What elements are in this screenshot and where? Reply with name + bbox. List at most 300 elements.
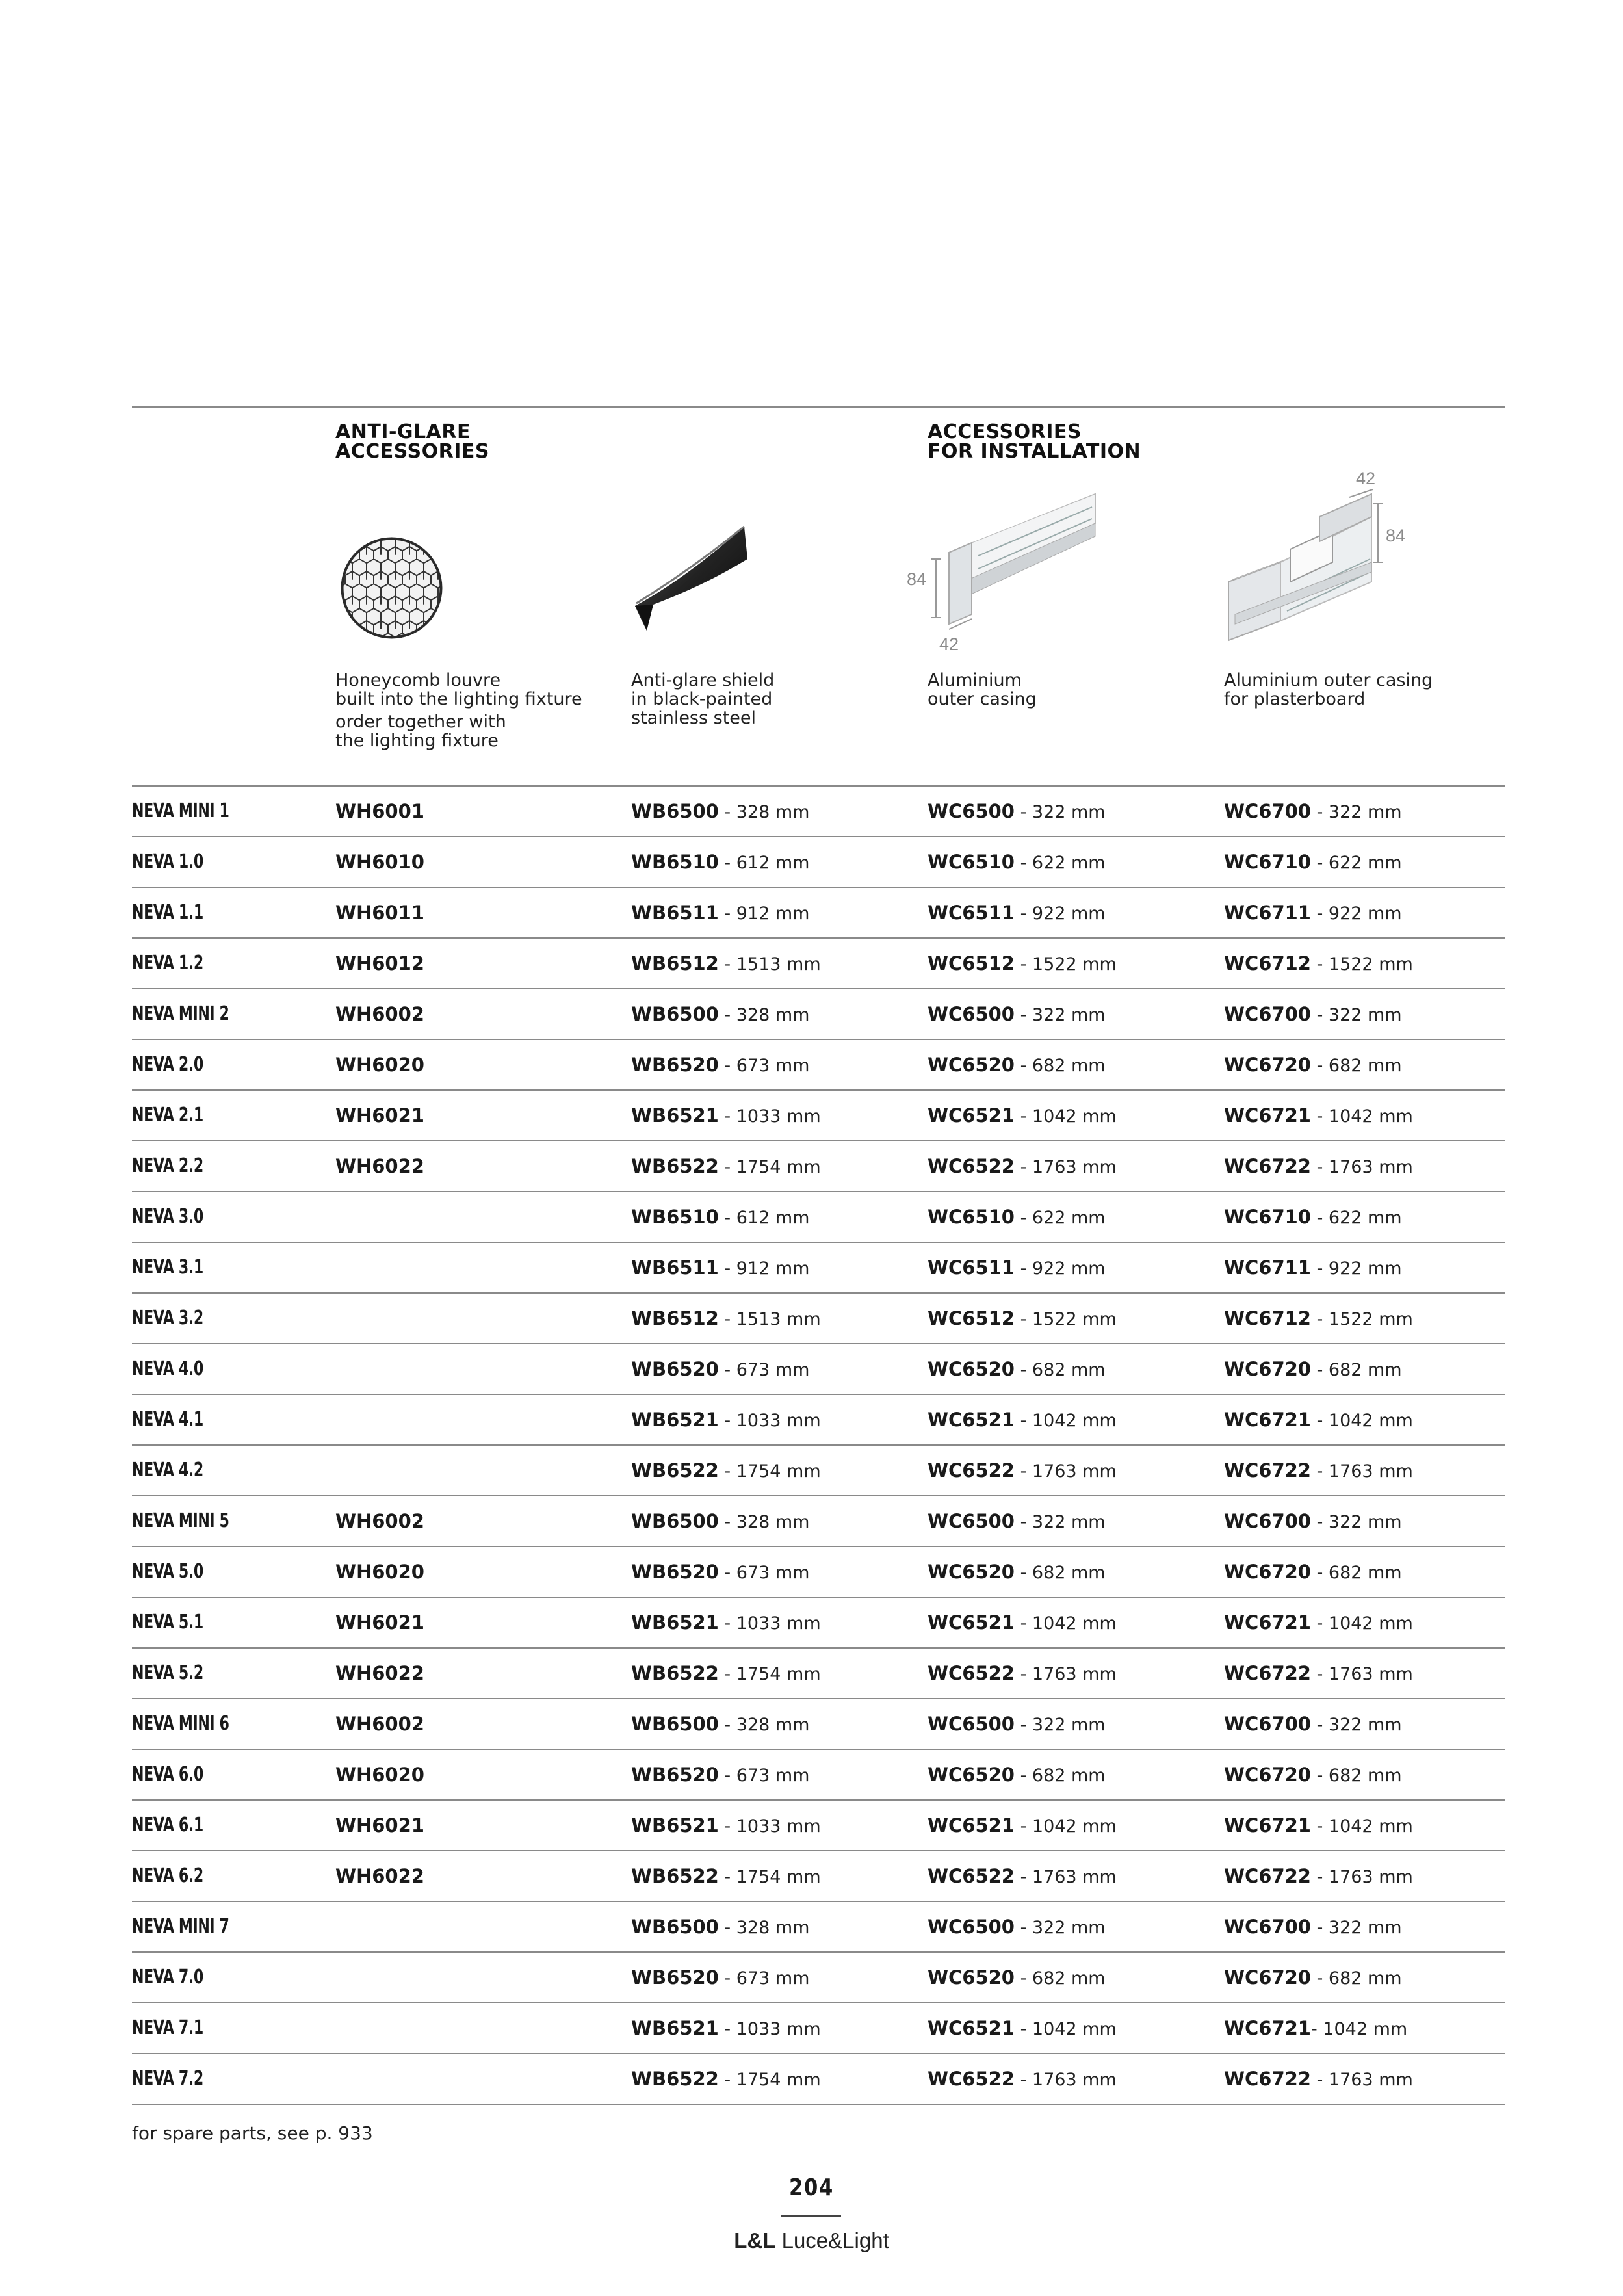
plasterboard-length: - 1042 mm xyxy=(1310,1106,1413,1127)
honeycomb-code: WH6001 xyxy=(335,800,424,822)
model-name: NEVA MINI 5 xyxy=(132,1509,229,1532)
casing-length: - 622 mm xyxy=(1014,853,1106,873)
shield-cell xyxy=(631,1243,809,1292)
casing-description xyxy=(928,671,1037,709)
plasterboard-length: - 1522 mm xyxy=(1310,1309,1413,1329)
shield-cell xyxy=(631,1953,809,2002)
model-name: NEVA 1.1 xyxy=(132,901,203,924)
shield-code: WB6510 xyxy=(631,851,719,873)
shield-cell xyxy=(631,2054,821,2104)
plasterboard-code: WC6720 xyxy=(1224,1966,1311,1989)
table-row xyxy=(132,937,1505,988)
desc-line: in black-painted xyxy=(631,689,773,709)
plasterboard-cell xyxy=(1224,989,1402,1039)
plasterboard-cell xyxy=(1224,1699,1402,1749)
casing-code: WC6500 xyxy=(928,1713,1015,1735)
casing-code: WC6520 xyxy=(928,1358,1015,1380)
plasterboard-cell xyxy=(1224,1344,1402,1394)
shield-length: - 673 mm xyxy=(718,1968,810,1989)
model-name: NEVA 6.1 xyxy=(132,1814,203,1836)
plasterboard-length: - 322 mm xyxy=(1310,1512,1402,1532)
desc-line: Aluminium xyxy=(928,670,1022,690)
plasterboard-code: WC6720 xyxy=(1224,1358,1311,1380)
table-row xyxy=(132,1647,1505,1698)
brand-rest: Luce&Light xyxy=(775,2228,889,2252)
plasterboard-code: WC6722 xyxy=(1224,2068,1311,2090)
desc-line: Aluminium outer casing xyxy=(1224,670,1433,690)
casing-width-dim: 42 xyxy=(939,634,959,654)
plasterboard-cell xyxy=(1224,1547,1402,1597)
table-row xyxy=(132,1343,1505,1394)
table-row xyxy=(132,1039,1505,1089)
shield-length: - 1513 mm xyxy=(718,1309,821,1329)
table-row xyxy=(132,1799,1505,1850)
honeycomb-code: WH6021 xyxy=(335,1104,424,1127)
plasterboard-cell xyxy=(1224,939,1413,988)
plasterboard-casing-image xyxy=(1222,465,1436,653)
casing-code: WC6510 xyxy=(928,851,1015,873)
plasterboard-cell xyxy=(1224,1496,1402,1546)
shield-length: - 328 mm xyxy=(718,1918,810,1938)
plasterboard-cell xyxy=(1224,1395,1413,1444)
casing-code: WC6520 xyxy=(928,1561,1015,1583)
casing-code: WC6500 xyxy=(928,1003,1015,1025)
plasterboard-code: WC6700 xyxy=(1224,1713,1311,1735)
model-name: NEVA 7.2 xyxy=(132,2067,203,2090)
shield-description xyxy=(631,671,774,727)
shield-cell xyxy=(631,1294,821,1343)
anti-glare-header-line: ANTI-GLARE xyxy=(335,421,471,443)
table-row xyxy=(132,1951,1505,2002)
plasterboard-code: WC6722 xyxy=(1224,1662,1311,1684)
shield-code: WB6500 xyxy=(631,800,719,822)
casing-cell xyxy=(928,837,1106,887)
plasterboard-length: - 682 mm xyxy=(1310,1968,1402,1989)
shield-cell xyxy=(631,1750,809,1799)
desc-line: for plasterboard xyxy=(1224,689,1366,709)
aluminium-casing-image xyxy=(900,475,1115,657)
casing-length: - 322 mm xyxy=(1014,1715,1106,1735)
shield-code: WB6500 xyxy=(631,1003,719,1025)
plasterboard-cell xyxy=(1224,1801,1413,1850)
brand-bold: L&L xyxy=(734,2228,776,2252)
shield-code: WB6500 xyxy=(631,1916,719,1938)
desc-line: Anti-glare shield xyxy=(631,670,775,690)
casing-cell xyxy=(928,1699,1106,1749)
honeycomb-code: WH6011 xyxy=(335,902,424,924)
shield-length: - 1754 mm xyxy=(718,2070,821,2090)
plasterboard-cell xyxy=(1224,1446,1413,1495)
anti-glare-header xyxy=(335,423,489,462)
shield-cell xyxy=(631,1801,821,1850)
plasterboard-code: WC6722 xyxy=(1224,1155,1311,1177)
casing-length: - 1042 mm xyxy=(1014,1411,1117,1431)
table-row xyxy=(132,887,1505,937)
plasterboard-length: - 1042 mm xyxy=(1310,1816,1413,1836)
casing-length: - 1042 mm xyxy=(1014,2019,1117,2039)
desc-line: Honeycomb louvre xyxy=(335,670,501,690)
desc-line: outer casing xyxy=(928,689,1037,709)
model-name: NEVA 2.2 xyxy=(132,1155,203,1177)
plasterboard-cell xyxy=(1224,1091,1413,1140)
casing-cell xyxy=(928,1243,1106,1292)
shield-cell xyxy=(631,837,809,887)
shield-cell xyxy=(631,1040,809,1089)
shield-code: WB6521 xyxy=(631,1814,719,1836)
casing-code: WC6500 xyxy=(928,800,1015,822)
casing-code: WC6512 xyxy=(928,952,1015,974)
plasterboard-height-dim: 84 xyxy=(1386,526,1406,545)
plasterboard-length: - 1042 mm xyxy=(1310,1411,1413,1431)
casing-length: - 1042 mm xyxy=(1014,1816,1117,1836)
casing-cell xyxy=(928,1649,1117,1698)
model-name: NEVA 4.0 xyxy=(132,1357,203,1380)
casing-code: WC6522 xyxy=(928,1662,1015,1684)
plasterboard-length: - 682 mm xyxy=(1310,1056,1402,1076)
plasterboard-length: - 1042 mm xyxy=(1310,1613,1413,1634)
shield-cell xyxy=(631,1547,809,1597)
model-name: NEVA 5.1 xyxy=(132,1611,203,1634)
casing-code: WC6522 xyxy=(928,1459,1015,1481)
casing-cell xyxy=(928,2054,1117,2104)
plasterboard-length: - 1763 mm xyxy=(1310,1867,1413,1887)
plasterboard-code: WC6721 xyxy=(1224,1814,1311,1836)
shield-cell xyxy=(631,1141,821,1191)
shield-code: WB6512 xyxy=(631,952,719,974)
plasterboard-length: - 922 mm xyxy=(1310,904,1402,924)
page-number: 204 xyxy=(789,2174,834,2201)
top-rule xyxy=(132,406,1505,408)
shield-cell xyxy=(631,989,809,1039)
casing-length: - 1522 mm xyxy=(1014,1309,1117,1329)
casing-cell xyxy=(928,1395,1117,1444)
plasterboard-cell xyxy=(1224,1040,1402,1089)
shield-cell xyxy=(631,1851,821,1901)
shield-code: WB6512 xyxy=(631,1307,719,1329)
shield-length: - 1033 mm xyxy=(718,1411,821,1431)
plasterboard-length: - 1763 mm xyxy=(1310,1664,1413,1684)
plasterboard-code: WC6700 xyxy=(1224,800,1311,822)
casing-length: - 322 mm xyxy=(1014,802,1106,822)
casing-code: WC6522 xyxy=(928,1155,1015,1177)
plasterboard-width-dim: 42 xyxy=(1356,469,1376,488)
model-name: NEVA 7.1 xyxy=(132,2016,203,2039)
model-name: NEVA 4.1 xyxy=(132,1408,203,1431)
desc-line: the lighting fixture xyxy=(335,731,499,751)
casing-cell xyxy=(928,1598,1117,1647)
casing-cell xyxy=(928,1446,1117,1495)
model-name: NEVA 6.2 xyxy=(132,1864,203,1887)
casing-length: - 1042 mm xyxy=(1014,1106,1117,1127)
table-row xyxy=(132,1242,1505,1292)
table-row xyxy=(132,2053,1505,2105)
table-row xyxy=(132,785,1505,836)
plasterboard-length: - 322 mm xyxy=(1310,1715,1402,1735)
plasterboard-code: WC6712 xyxy=(1224,1307,1311,1329)
shield-length: - 912 mm xyxy=(718,1259,810,1279)
casing-cell xyxy=(928,1192,1106,1242)
honeycomb-code: WH6002 xyxy=(335,1510,424,1532)
table-row xyxy=(132,1749,1505,1799)
casing-code: WC6522 xyxy=(928,2068,1015,2090)
shield-cell xyxy=(631,1598,821,1647)
casing-length: - 322 mm xyxy=(1014,1005,1106,1025)
shield-length: - 1033 mm xyxy=(718,2019,821,2039)
shield-length: - 1754 mm xyxy=(718,1461,821,1481)
casing-code: WC6520 xyxy=(928,1966,1015,1989)
shield-code: WB6521 xyxy=(631,1104,719,1127)
honeycomb-description xyxy=(335,671,582,750)
plasterboard-code: WC6722 xyxy=(1224,1865,1311,1887)
shield-code: WB6522 xyxy=(631,2068,719,2090)
table-row xyxy=(132,836,1505,887)
casing-cell xyxy=(928,1141,1117,1191)
plasterboard-cell xyxy=(1224,1649,1413,1698)
casing-cell xyxy=(928,1344,1106,1394)
model-name: NEVA 1.0 xyxy=(132,850,203,873)
plasterboard-cell xyxy=(1224,1750,1402,1799)
shield-length: - 1033 mm xyxy=(718,1613,821,1634)
plasterboard-code: WC6700 xyxy=(1224,1510,1311,1532)
accessories-table xyxy=(132,785,1505,2105)
shield-cell xyxy=(631,1699,809,1749)
plasterboard-length: - 622 mm xyxy=(1310,853,1402,873)
plasterboard-code: WC6722 xyxy=(1224,1459,1311,1481)
casing-code: WC6521 xyxy=(928,2017,1015,2039)
shield-length: - 673 mm xyxy=(718,1360,810,1380)
casing-length: - 682 mm xyxy=(1014,1360,1106,1380)
model-name: NEVA 4.2 xyxy=(132,1459,203,1481)
table-row xyxy=(132,1089,1505,1140)
honeycomb-code: WH6021 xyxy=(335,1611,424,1634)
casing-length: - 1763 mm xyxy=(1014,1664,1117,1684)
shield-length: - 1033 mm xyxy=(718,1106,821,1127)
plasterboard-cell xyxy=(1224,1953,1402,2002)
honeycomb-code: WH6002 xyxy=(335,1003,424,1025)
model-name: NEVA 1.2 xyxy=(132,952,203,974)
brand-footer xyxy=(0,2228,1623,2253)
table-row xyxy=(132,1191,1505,1242)
honeycomb-louvre-image xyxy=(338,534,445,642)
shield-code: WB6522 xyxy=(631,1865,719,1887)
plasterboard-description xyxy=(1224,671,1433,709)
casing-cell xyxy=(928,1953,1106,2002)
casing-cell xyxy=(928,1040,1106,1089)
table-row xyxy=(132,1292,1505,1343)
shield-length: - 1754 mm xyxy=(718,1867,821,1887)
model-name: NEVA MINI 2 xyxy=(132,1002,229,1025)
casing-cell xyxy=(928,787,1106,836)
shield-cell xyxy=(631,1902,809,1951)
shield-cell xyxy=(631,888,809,937)
plasterboard-length: - 1763 mm xyxy=(1310,1461,1413,1481)
casing-length: - 682 mm xyxy=(1014,1968,1106,1989)
honeycomb-code: WH6020 xyxy=(335,1561,424,1583)
plasterboard-cell xyxy=(1224,1902,1402,1951)
plasterboard-code: WC6721 xyxy=(1224,2017,1311,2039)
table-row xyxy=(132,1394,1505,1444)
casing-length: - 622 mm xyxy=(1014,1208,1106,1228)
casing-code: WC6521 xyxy=(928,1104,1015,1127)
casing-code: WC6521 xyxy=(928,1409,1015,1431)
model-name: NEVA 3.2 xyxy=(132,1307,203,1329)
plasterboard-code: WC6700 xyxy=(1224,1003,1311,1025)
plasterboard-length: - 1042 mm xyxy=(1310,2019,1408,2039)
shield-code: WB6521 xyxy=(631,1611,719,1634)
plasterboard-code: WC6700 xyxy=(1224,1916,1311,1938)
shield-length: - 1754 mm xyxy=(718,1664,821,1684)
plasterboard-cell xyxy=(1224,787,1402,836)
casing-length: - 922 mm xyxy=(1014,1259,1106,1279)
shield-code: WB6522 xyxy=(631,1662,719,1684)
table-row xyxy=(132,1444,1505,1495)
shield-code: WB6520 xyxy=(631,1054,719,1076)
shield-length: - 612 mm xyxy=(718,853,810,873)
desc-line: stainless steel xyxy=(631,708,757,728)
desc-line: order together with xyxy=(335,712,506,732)
model-name: NEVA MINI 6 xyxy=(132,1712,229,1735)
model-name: NEVA 2.1 xyxy=(132,1104,203,1127)
plasterboard-length: - 622 mm xyxy=(1310,1208,1402,1228)
shield-length: - 1754 mm xyxy=(718,1157,821,1177)
plasterboard-code: WC6710 xyxy=(1224,1206,1311,1228)
page-number-rule xyxy=(781,2215,841,2217)
plasterboard-length: - 322 mm xyxy=(1310,1005,1402,1025)
casing-length: - 1763 mm xyxy=(1014,1867,1117,1887)
shield-length: - 1513 mm xyxy=(718,954,821,974)
model-name: NEVA 3.0 xyxy=(132,1205,203,1228)
shield-length: - 673 mm xyxy=(718,1766,810,1786)
casing-code: WC6520 xyxy=(928,1764,1015,1786)
shield-length: - 328 mm xyxy=(718,1715,810,1735)
desc-line: built into the lighting fixture xyxy=(335,689,582,709)
plasterboard-cell xyxy=(1224,1294,1413,1343)
shield-cell xyxy=(631,2003,821,2053)
shield-length: - 673 mm xyxy=(718,1563,810,1583)
plasterboard-length: - 682 mm xyxy=(1310,1360,1402,1380)
shield-cell xyxy=(631,939,821,988)
plasterboard-cell xyxy=(1224,1141,1413,1191)
honeycomb-code: WH6002 xyxy=(335,1713,424,1735)
shield-code: WB6511 xyxy=(631,902,719,924)
plasterboard-length: - 322 mm xyxy=(1310,802,1402,822)
shield-cell xyxy=(631,1192,809,1242)
casing-cell xyxy=(928,1091,1117,1140)
shield-cell xyxy=(631,1091,821,1140)
casing-length: - 1522 mm xyxy=(1014,954,1117,974)
honeycomb-code: WH6022 xyxy=(335,1865,424,1887)
shield-code: WB6500 xyxy=(631,1510,719,1532)
plasterboard-cell xyxy=(1224,1243,1402,1292)
casing-code: WC6512 xyxy=(928,1307,1015,1329)
installation-header-line: ACCESSORIES xyxy=(928,421,1082,443)
shield-cell xyxy=(631,1344,809,1394)
table-row xyxy=(132,1698,1505,1749)
casing-cell xyxy=(928,1851,1117,1901)
casing-cell xyxy=(928,1547,1106,1597)
honeycomb-code: WH6010 xyxy=(335,851,424,873)
shield-code: WB6522 xyxy=(631,1155,719,1177)
plasterboard-cell xyxy=(1224,2003,1407,2053)
casing-length: - 682 mm xyxy=(1014,1563,1106,1583)
casing-cell xyxy=(928,888,1106,937)
plasterboard-code: WC6712 xyxy=(1224,952,1311,974)
shield-code: WB6520 xyxy=(631,1358,719,1380)
table-row xyxy=(132,1495,1505,1546)
plasterboard-cell xyxy=(1224,1192,1402,1242)
plasterboard-length: - 682 mm xyxy=(1310,1766,1402,1786)
table-row xyxy=(132,1850,1505,1901)
casing-cell xyxy=(928,1801,1117,1850)
shield-length: - 912 mm xyxy=(718,904,810,924)
shield-code: WB6510 xyxy=(631,1206,719,1228)
casing-code: WC6520 xyxy=(928,1054,1015,1076)
casing-length: - 682 mm xyxy=(1014,1056,1106,1076)
plasterboard-code: WC6721 xyxy=(1224,1409,1311,1431)
model-name: NEVA MINI 7 xyxy=(132,1915,229,1938)
shield-cell xyxy=(631,1395,821,1444)
casing-length: - 1763 mm xyxy=(1014,1461,1117,1481)
shield-cell xyxy=(631,1446,821,1495)
shield-code: WB6520 xyxy=(631,1966,719,1989)
shield-code: WB6520 xyxy=(631,1561,719,1583)
anti-glare-header-line: ACCESSORIES xyxy=(335,440,489,463)
casing-length: - 1763 mm xyxy=(1014,2070,1117,2090)
honeycomb-code: WH6020 xyxy=(335,1054,424,1076)
model-name: NEVA 2.0 xyxy=(132,1053,203,1076)
model-name: NEVA 3.1 xyxy=(132,1256,203,1279)
casing-code: WC6500 xyxy=(928,1510,1015,1532)
shield-code: WB6500 xyxy=(631,1713,719,1735)
plasterboard-length: - 322 mm xyxy=(1310,1918,1402,1938)
casing-cell xyxy=(928,1496,1106,1546)
shield-cell xyxy=(631,1649,821,1698)
plasterboard-cell xyxy=(1224,1598,1413,1647)
casing-length: - 1763 mm xyxy=(1014,1157,1117,1177)
plasterboard-length: - 1763 mm xyxy=(1310,1157,1413,1177)
shield-code: WB6521 xyxy=(631,1409,719,1431)
model-name: NEVA 6.0 xyxy=(132,1763,203,1786)
anti-glare-shield-image xyxy=(627,520,757,637)
casing-length: - 922 mm xyxy=(1014,904,1106,924)
casing-code: WC6511 xyxy=(928,1257,1015,1279)
shield-length: - 328 mm xyxy=(718,802,810,822)
casing-cell xyxy=(928,989,1106,1039)
plasterboard-code: WC6711 xyxy=(1224,902,1311,924)
casing-cell xyxy=(928,1750,1106,1799)
shield-length: - 1033 mm xyxy=(718,1816,821,1836)
plasterboard-cell xyxy=(1224,888,1402,937)
plasterboard-code: WC6721 xyxy=(1224,1104,1311,1127)
plasterboard-code: WC6720 xyxy=(1224,1561,1311,1583)
honeycomb-code: WH6020 xyxy=(335,1764,424,1786)
casing-length: - 322 mm xyxy=(1014,1918,1106,1938)
plasterboard-code: WC6711 xyxy=(1224,1257,1311,1279)
honeycomb-code: WH6022 xyxy=(335,1155,424,1177)
casing-length: - 322 mm xyxy=(1014,1512,1106,1532)
casing-cell xyxy=(928,1902,1106,1951)
honeycomb-code: WH6021 xyxy=(335,1814,424,1836)
casing-code: WC6511 xyxy=(928,902,1015,924)
installation-header-line: FOR INSTALLATION xyxy=(928,440,1141,463)
shield-cell xyxy=(631,787,809,836)
table-row xyxy=(132,1140,1505,1191)
plasterboard-code: WC6720 xyxy=(1224,1764,1311,1786)
shield-code: WB6520 xyxy=(631,1764,719,1786)
casing-code: WC6522 xyxy=(928,1865,1015,1887)
plasterboard-cell xyxy=(1224,837,1402,887)
casing-cell xyxy=(928,2003,1117,2053)
